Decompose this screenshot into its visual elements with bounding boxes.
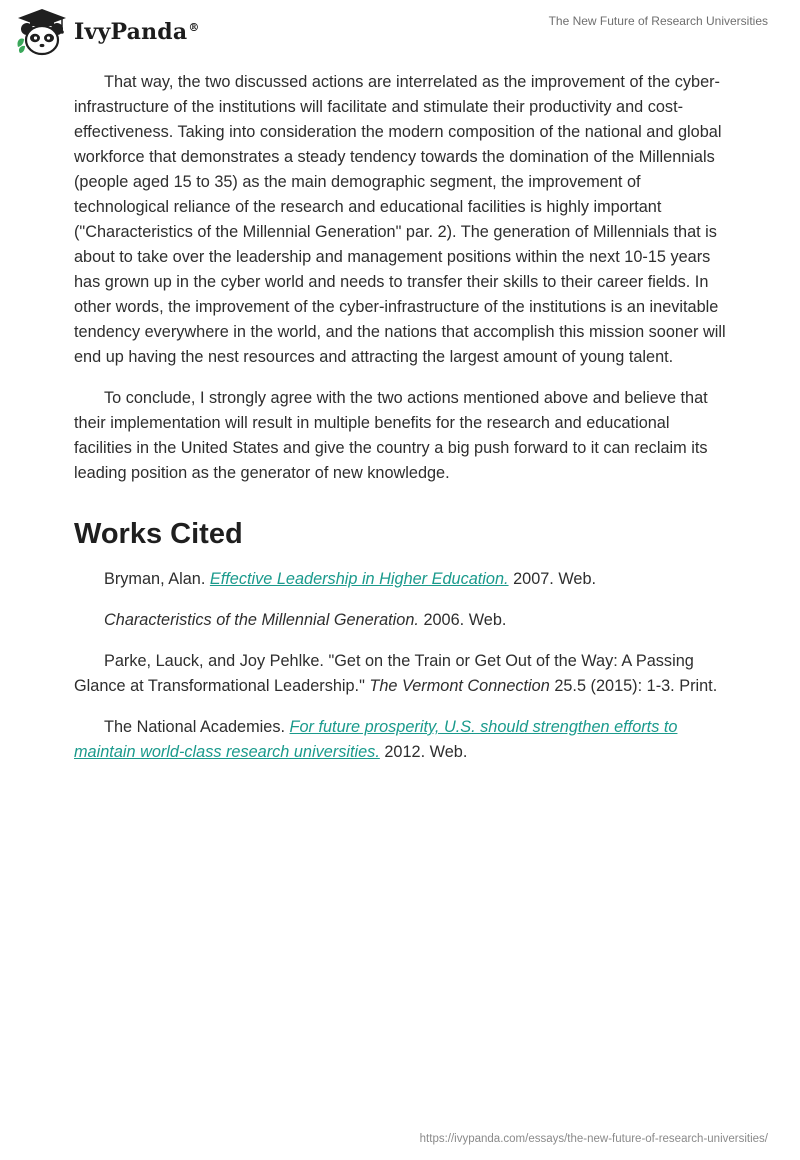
body-paragraph-2: To conclude, I strongly agree with the two actions mentioned above and believe that their implementation will result in multiple benefits for the research and educational facilities in the United States and give the country a big push forward to it can reclaim its leading position as the generator of new knowledge. [74, 389, 708, 482]
citation-title: Characteristics of the Millennial Generation. [104, 611, 419, 629]
works-cited-list [74, 567, 726, 765]
citation-author: Bryman, Alan. [104, 570, 210, 588]
citation-tail: 2006. Web. [418, 611, 507, 629]
ivypanda-logo[interactable] [14, 7, 200, 57]
body-paragraph-1: That way, the two discussed actions are interrelated as the improvement of the cyber-infrastructure of the institutions will facilitate and stimulate their productivity and cost-effectiveness. Taking into consideration the modern composition of the national and global workforce that demonstrates a steady tendency towards the domination of the Millennials (people aged 15 to 35) as the main demographic segment, the improvement of technological reliance of the research and educational facilities is highly important ("Characteristics of the Millennial Generation" par. 2). The generation of Millennials that is about to take over the leadership and management positions within the next 10-15 years has grown up in the cyber world and needs to transfer their skills to their career fields. In other words, the improvement of the cyber-infrastructure of the institutions is an inevitable tendency everywhere in the world, and the nations that accomplish this mission sooner will end up having the nest resources and attracting the largest amount of young talent. [74, 73, 726, 366]
essay-content [74, 70, 726, 765]
citation-tail: 2012. Web. [379, 743, 468, 761]
citation-tail: 25.5 (2015): 1-3. Print. [549, 677, 718, 695]
citation-parke [74, 649, 726, 699]
citation-bryman [74, 567, 726, 592]
citation-lead: Parke, Lauck, and Joy Pehlke. "Get on the Train or Get Out of the Way: A Passing Glance at Transformational Leadership." [74, 652, 694, 695]
citation-journal: The Vermont Connection [369, 677, 550, 695]
citation-national-academies [74, 715, 726, 765]
source-url[interactable]: https://ivypanda.com/essays/the-new-future-of-research-universities/ [419, 1133, 768, 1145]
registered-mark: ® [188, 20, 200, 34]
brand-name: IvyPanda® [74, 19, 200, 45]
citation-author: The National Academies. [104, 718, 290, 736]
citation-link-national-academies[interactable]: For future prosperity, U.S. should strengthen efforts to maintain world-class research universities. [74, 718, 678, 761]
citation-millennial [74, 608, 726, 633]
page-header [0, 0, 800, 70]
works-cited-heading: Works Cited [74, 518, 243, 550]
citation-link-bryman[interactable]: Effective Leadership in Higher Education. [209, 570, 509, 588]
document-title: The New Future of Research Universities [548, 14, 768, 28]
citation-tail: 2007. Web. [508, 570, 597, 588]
panda-graduate-icon [14, 7, 70, 57]
